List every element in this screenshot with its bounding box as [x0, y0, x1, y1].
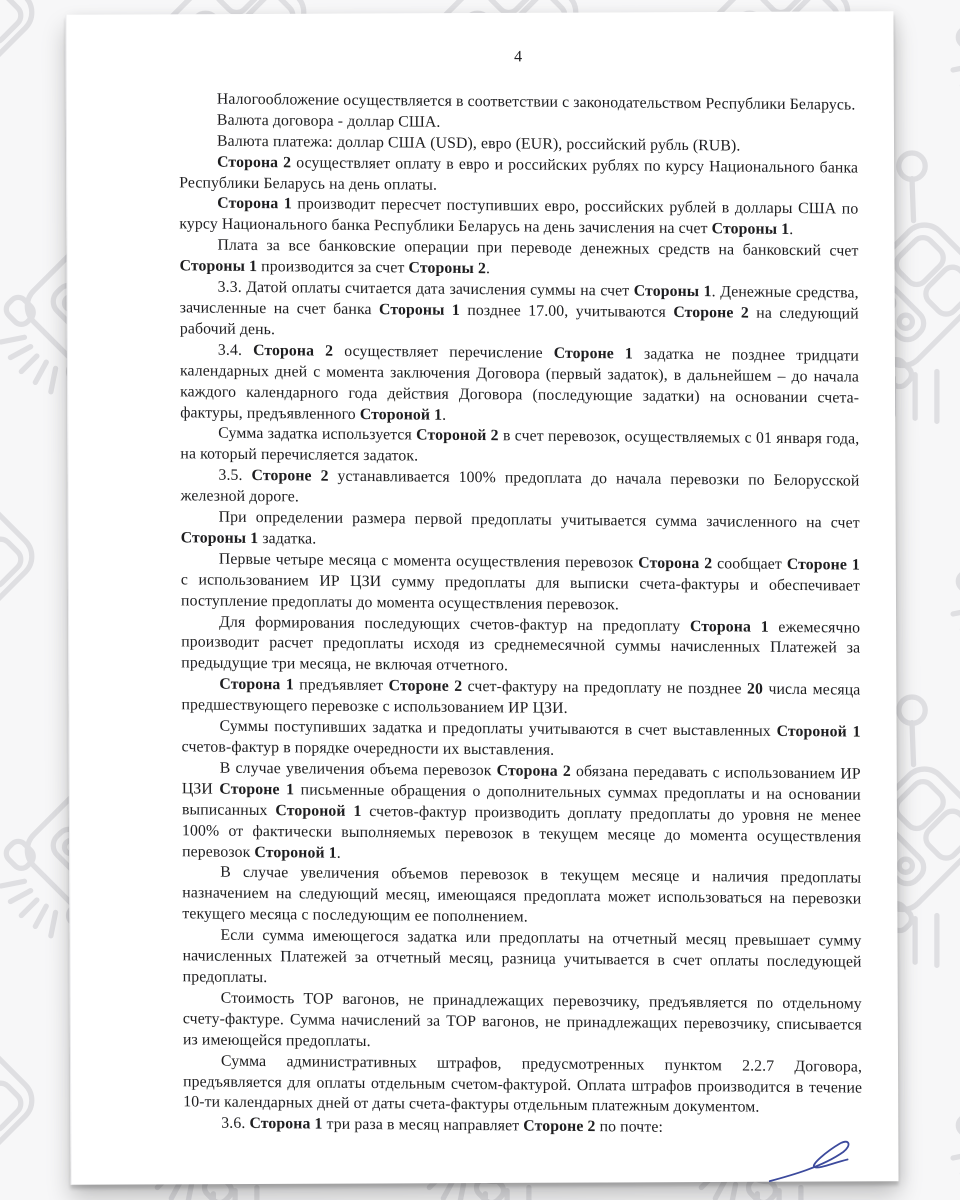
- paragraph: [180, 340, 859, 430]
- text-run: Стороны 1: [633, 282, 712, 301]
- text-run: производит пересчет поступивших евро, российских рублей в доллары США по курсу Национального банка Республики Беларусь на день зачисления на счет: [179, 195, 859, 238]
- text-run: Стороны 1: [179, 257, 258, 276]
- text-run: позднее 17.00, учитываются: [459, 301, 674, 321]
- document-page: [65, 11, 898, 1185]
- text-run: Суммы поступивших задатка и предоплаты учитываются в счет выставленных: [219, 717, 777, 740]
- text-run: ежемесячно производит расчет предоплаты исходя из среднемесячной суммы начисленных Платежей за предыдущие три месяца, не включая отчетного.: [181, 618, 861, 675]
- text-run: Стороне 2: [251, 467, 329, 485]
- truck-watermark-icon: [899, 964, 960, 1200]
- text-run: .: [789, 221, 794, 239]
- text-run: 3.5.: [218, 466, 252, 485]
- text-run: Стороны 2: [408, 259, 487, 278]
- text-run: сообщает: [712, 555, 787, 573]
- text-run: по почте:: [595, 1118, 663, 1137]
- text-run: Стороной 1: [359, 405, 443, 424]
- text-run: 20: [746, 680, 764, 698]
- text-run: Стороной 2: [416, 426, 499, 445]
- paragraph: [181, 675, 860, 723]
- paragraph: [182, 716, 861, 764]
- text-run: 3.4.: [217, 341, 254, 359]
- text-run: числа месяца предшествующего перевозке с использованием ИР ЦЗИ.: [181, 680, 861, 718]
- text-run: Для формирования последующих счетов-фактур на предоплату: [219, 613, 690, 635]
- text-run: .: [442, 406, 447, 424]
- text-run: . Денежные средства, зачисленные на счет банка: [179, 283, 859, 319]
- page-number: 4: [514, 48, 523, 66]
- text-run: .: [485, 260, 491, 278]
- text-run: Стороне 2: [523, 1117, 596, 1136]
- text-run: задатка.: [258, 529, 317, 548]
- text-run: Сторона 2: [496, 762, 571, 780]
- text-run: Стороне 2: [673, 303, 749, 322]
- text-run: Стороне 1: [786, 555, 860, 574]
- text-run: на следующий рабочий день.: [179, 304, 859, 339]
- text-run: Стороной 1: [254, 843, 337, 862]
- text-run: счетов-фактур в порядке очередности их выставления.: [181, 738, 555, 759]
- document-body: [179, 89, 863, 1141]
- text-run: .: [336, 844, 341, 862]
- signature-stroke: [766, 1131, 862, 1185]
- text-run: Стороны 1: [378, 301, 460, 319]
- text-run: В случае увеличения объемов перевозок в текущем месяце и наличия предоплаты назначением на следующий месяц, имеющаяся предоплата может использоваться на перевозки текущего месяца с последующим ее пополнением.: [182, 864, 862, 926]
- text-run: с использованием ИР ЦЗИ сумму предоплаты для выписки счета-фактуры и обеспечивает поступление предоплаты до момента осуществления перевозок.: [180, 571, 860, 614]
- text-run: При определении размера первой предоплаты учитывается сумма зачисленного на счет: [218, 508, 860, 532]
- text-run: Стоимость ТОР вагонов, не принадлежащих перевозчику, предъявляется по отдельному счету-фактуре. Сумма начислений за ТОР вагонов, не принадлежащих перевозчику, списывается из имеющейся предоплаты.: [182, 989, 862, 1050]
- text-run: В случае увеличения объема перевозок: [219, 759, 497, 780]
- paragraph: [182, 863, 861, 932]
- text-run: счет-фактуру на предоплату не позднее: [462, 678, 748, 698]
- text-run: Стороне 2: [388, 677, 463, 696]
- text-run: осуществляет оплату в евро и российских рублях по курсу Национального банка Республики Беларусь на день оплаты.: [179, 153, 859, 194]
- paragraph: [183, 1051, 862, 1120]
- text-run: предъявляет: [293, 676, 389, 695]
- text-run: Налогообложение осуществляется в соответствии с законодательством Республики Беларусь.: [216, 90, 856, 114]
- text-run: три раза в месяц направляет: [322, 1115, 524, 1135]
- text-run: Стороной 1: [275, 801, 362, 820]
- paragraph: [183, 988, 862, 1057]
- paragraph: [179, 236, 858, 284]
- paragraph: [181, 507, 860, 555]
- text-run: Сумма административных штрафов, предусмотренных пунктом 2.2.7 Договора, предъявляется для оплаты отдельным счетом-фактурой. Оплата штрафов производится в течение 10-ти календарных дней от даты счета-фактуры отдельным платежным документом.: [183, 1052, 863, 1117]
- text-run: Если сумма имеющегося задатка или предоплаты на отчетный месяц превышает сумму начисленных Платежей за отчетный месяц, разница учитывается в счет оплаты последующей предоплаты.: [182, 926, 862, 987]
- paragraph: [179, 152, 858, 200]
- paragraph: [179, 194, 858, 242]
- page-content: [179, 44, 863, 1140]
- paragraph: [180, 277, 859, 346]
- text-run: Сторона 2: [217, 153, 292, 171]
- text-run: 3.3. Датой оплаты считается дата зачисления суммы на счет: [217, 278, 634, 300]
- text-run: письменные обращения о дополнительных суммах предоплаты и на основании выписанных: [181, 781, 861, 819]
- text-run: Валюта платежа: доллар США (USD), евро (EUR), российский рубль (RUB).: [216, 132, 741, 155]
- text-run: Стороне 1: [219, 780, 295, 799]
- text-run: Сторона 1: [219, 675, 294, 694]
- paragraph: [182, 925, 861, 994]
- paragraph: [180, 466, 859, 514]
- text-run: 3.6.: [221, 1114, 250, 1133]
- text-run: Сторона 1: [249, 1115, 323, 1133]
- text-run: осуществляет перечисление: [333, 342, 554, 362]
- text-run: задатка не позднее тридцати календарных дней с момента заключения Договора (первый задаток), в дальнейшем – до начала каждого календарного года действия Договора (последующие задатки) на основании счета-фактуры, предъявленного: [179, 345, 860, 423]
- text-run: Сторона 2: [253, 341, 334, 360]
- text-run: Валюта договора - доллар США.: [216, 111, 441, 131]
- paragraph: [182, 758, 861, 869]
- text-run: производится за счет: [257, 258, 409, 277]
- text-run: в счет перевозок, осуществляемых с 01 января года, на который перечисляется задаток.: [180, 427, 860, 465]
- text-run: Плата за все банковские операции при переводе денежных средств на банковский счет: [217, 236, 859, 260]
- text-run: Стороной 1: [776, 722, 861, 741]
- signature-path: [770, 1142, 849, 1181]
- text-run: Сторона 1: [689, 617, 769, 636]
- truck-watermark-icon: [899, 420, 960, 719]
- text-run: счетов-фактур производить доплату предоплаты до уровня не менее 100% от фактически выполняемых перевозок в текущем месяце до момента осуществления перевозок: [181, 802, 862, 861]
- paragraph: [181, 549, 860, 618]
- truck-watermark-icon: [899, 0, 960, 174]
- paragraph: [181, 612, 860, 681]
- text-run: устанавливается 100% предоплата до начала перевозки по Белорусской железной дороге.: [180, 467, 860, 506]
- text-run: обязана передавать с использованием ИР ЦЗИ: [181, 762, 861, 798]
- paragraph: [180, 424, 859, 472]
- text-run: Первые четыре месяца с момента осуществления перевозок: [218, 550, 639, 572]
- text-run: Сторона 2: [638, 554, 713, 573]
- text-run: Стороне 1: [553, 344, 633, 363]
- text-run: Сумма задатка используется: [218, 425, 417, 444]
- text-run: Сторона 1: [217, 195, 292, 213]
- text-run: Стороны 1: [180, 529, 259, 547]
- text-run: Стороны 1: [711, 220, 790, 239]
